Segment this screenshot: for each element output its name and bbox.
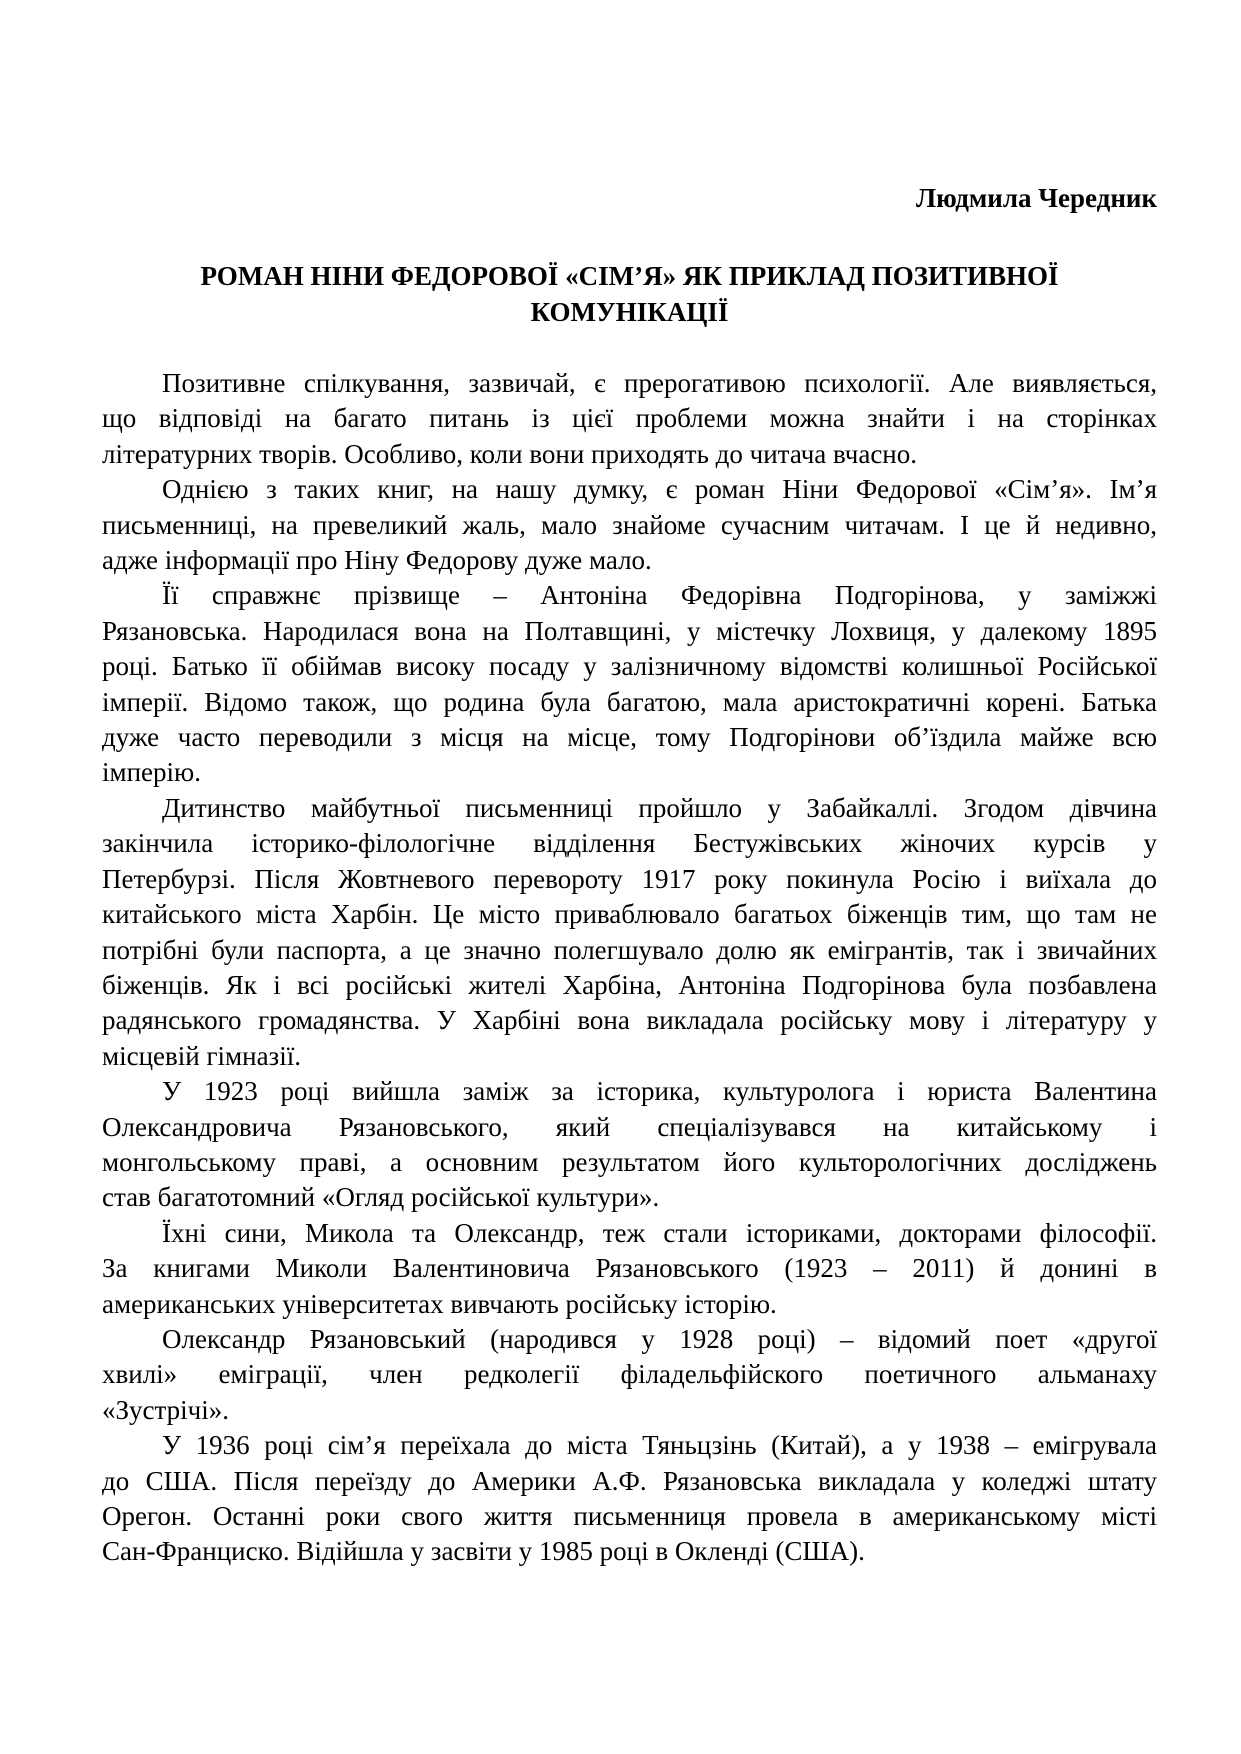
paragraph-line: американських університетах вивчають російську історію.	[102, 1288, 777, 1319]
paragraph-line: що відповіді на багато питань із цієї проблеми можна знайти і на сторінках	[102, 403, 1157, 434]
paragraph-line: Їхні сини, Микола та Олександр, теж стали істориками, докторами філософії.	[162, 1217, 1157, 1248]
paragraph-line: літературних творів. Особливо, коли вони приходять до читача вчасно.	[102, 438, 917, 469]
paragraph-line: дуже часто переводили з місця на місце, тому Подгорінови об’їздила майже всю	[102, 722, 1157, 753]
page-title-line-1: РОМАН НІНИ ФЕДОРОВОЇ «СІМ’Я» ЯК ПРИКЛАД ПОЗИТИВНОЇ	[200, 261, 1059, 291]
paragraph-line: Рязановська. Народилася вона на Полтавщині, у містечку Лохвиця, у далекому 1895	[102, 615, 1157, 646]
paragraph-line: році. Батько її обіймав високу посаду у залізничному відомстві колишньої Російської	[102, 651, 1157, 682]
paragraph-line: закінчила історико-філологічне відділення Бестужівських жіночих курсів у	[102, 828, 1157, 859]
paragraph	[102, 472, 1157, 578]
paragraph	[102, 366, 1157, 472]
paragraph	[102, 1074, 1157, 1216]
paragraph-line: «Зустрічі».	[102, 1394, 229, 1425]
paragraph-line: Позитивне спілкування, зазвичай, є прерогативою психології. Але виявляється,	[162, 368, 1157, 398]
paragraph-line: імперію.	[102, 757, 201, 788]
paragraph-line: Орегон. Останні роки свого життя письменниця провела в американському місті	[102, 1501, 1157, 1531]
paragraph-line: письменниці, на превеликий жаль, мало знайоме сучасним читачам. І це й недивно,	[102, 509, 1157, 540]
paragraph-line: У 1936 році сім’я переїхала до міста Тяньцзінь (Китай), а у 1938 – емігрувала	[162, 1430, 1157, 1461]
paragraph-line: Однією з таких книг, на нашу думку, є роман Ніни Федорової «Сім’я». Ім’я	[162, 474, 1157, 505]
paragraph-line: Її справжнє прізвище – Антоніна Федорівна Подгорінова, у заміжжі	[162, 580, 1157, 611]
document-body	[102, 366, 1157, 1570]
paragraph	[102, 1428, 1157, 1570]
paragraph-line: У 1923 році вийшла заміж за історика, культуролога і юриста Валентина	[162, 1076, 1157, 1107]
paragraph-line: Олександр Рязановський (народився у 1928 році) – відомий поет «другої	[162, 1323, 1157, 1354]
author-name: Людмила Чередник	[916, 183, 1157, 213]
paragraph	[102, 1216, 1157, 1322]
paragraph-line: хвилі» еміграції, член редколегії філадельфійского поетичного альманаху	[102, 1359, 1157, 1390]
paragraph	[102, 791, 1157, 1074]
paragraph-line: адже інформації про Ніну Федорову дуже мало.	[102, 545, 652, 576]
paragraph-line: до США. Після переїзду до Америки А.Ф. Рязановська викладала у коледжі штату	[102, 1465, 1157, 1496]
page-title-line-2: КОМУНІКАЦІЇ	[530, 297, 729, 327]
paragraph-line: Олександровича Рязановського, який спеціалізувався на китайському і	[102, 1111, 1157, 1142]
paragraph-line: Петербурзі. Після Жовтневого перевороту 1917 року покинула Росію і виїхала до	[102, 863, 1157, 894]
paragraph	[102, 1322, 1157, 1428]
paragraph-line: місцевій гімназії.	[102, 1040, 301, 1071]
paragraph-line: радянського громадянства. У Харбіні вона викладала російську мову і літературу у	[102, 1005, 1157, 1036]
paragraph-line: біженців. Як і всі російські жителі Харбіна, Антоніна Подгорінова була позбавлена	[102, 969, 1157, 1000]
paragraph-line: потрібні були паспорта, а це значно полегшувало долю як емігрантів, так і звичайних	[102, 934, 1157, 965]
page-title	[102, 258, 1157, 330]
paragraph	[102, 578, 1157, 790]
paragraph-line: імперії. Відомо також, що родина була багатою, мала аристократичні корені. Батька	[102, 686, 1157, 717]
paragraph-line: монгольському праві, а основним результатом його культорологічних досліджень	[102, 1146, 1157, 1177]
paragraph-line: китайського міста Харбін. Це місто приваблювало багатьох біженців тим, що там не	[102, 899, 1157, 930]
paragraph-line: За книгами Миколи Валентиновича Рязановського (1923 – 2011) й донині в	[102, 1253, 1157, 1284]
paragraph-line: Дитинство майбутньої письменниці пройшло у Забайкаллі. Згодом дівчина	[162, 792, 1157, 823]
paragraph-line: Сан-Франциско. Відійшла у засвіти у 1985 році в Окленді (США).	[102, 1536, 865, 1567]
paragraph-line: став багатотомний «Огляд російської культури».	[102, 1182, 660, 1213]
